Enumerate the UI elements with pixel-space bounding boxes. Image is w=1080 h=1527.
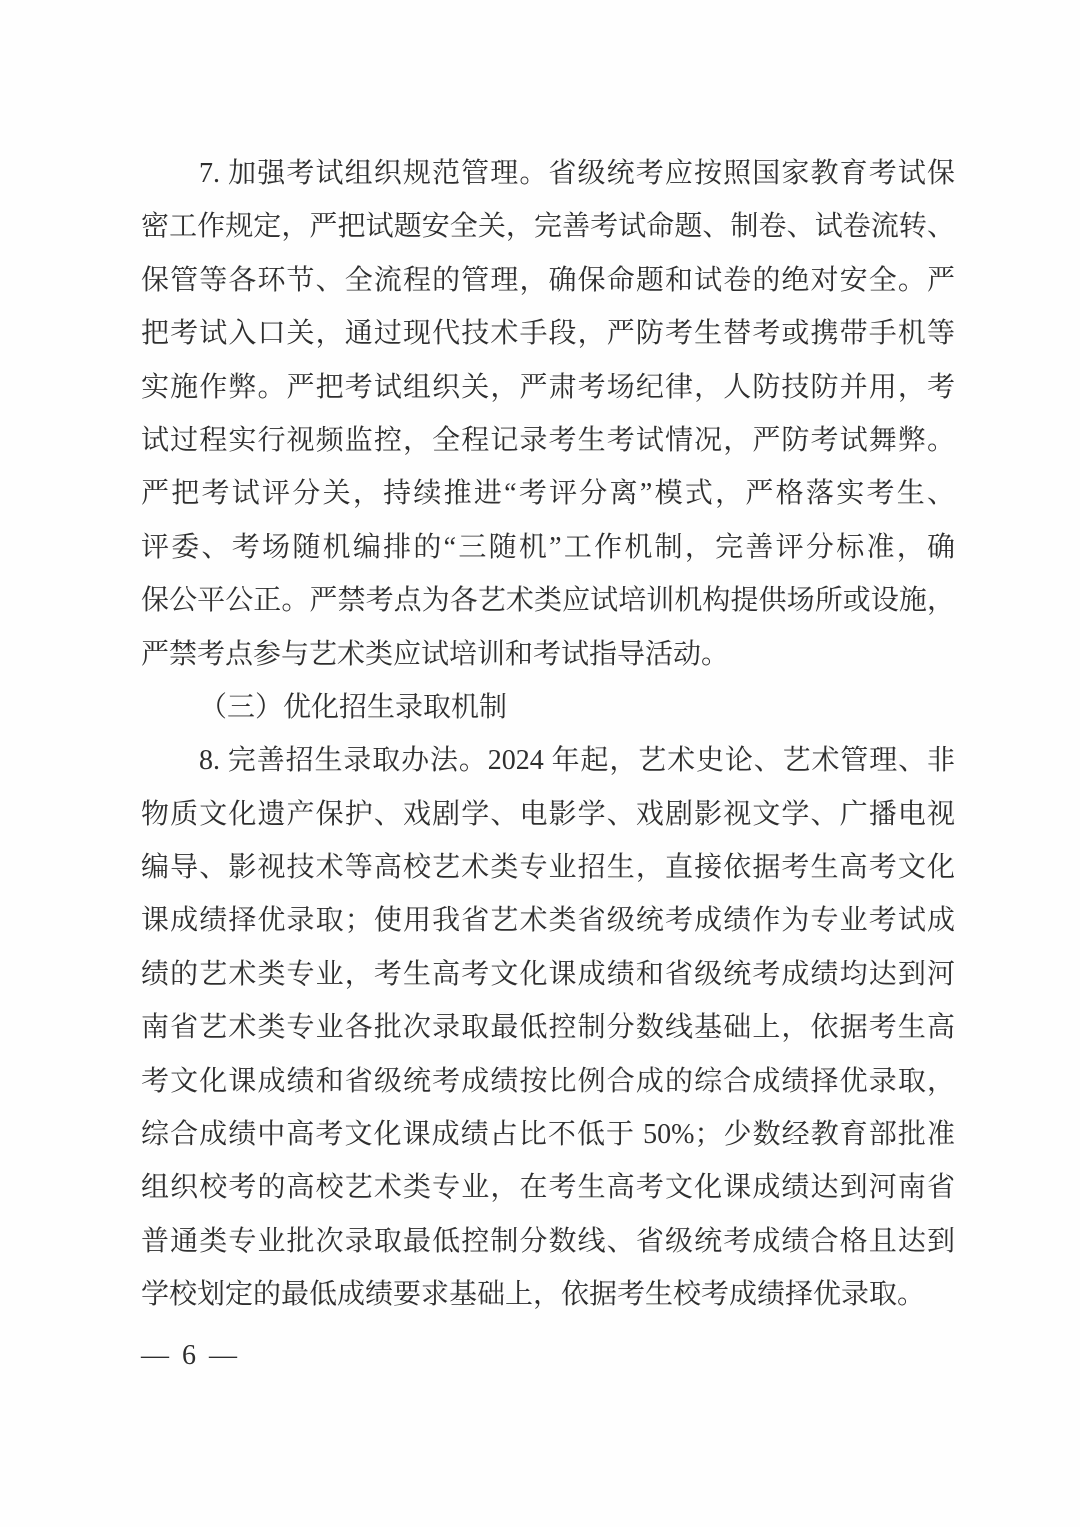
paragraph-7-line: 严禁考点参与艺术类应试培训和考试指导活动。: [141, 638, 730, 670]
page-number: — 6 —: [141, 1340, 240, 1371]
paragraph-7-line: 实施作弊。严把考试组织关，严肃考场纪律，人防技防并用，考: [141, 371, 955, 403]
paragraph-8-line: 物质文化遗产保护、戏剧学、电影学、戏剧影视文学、广播电视: [141, 798, 955, 830]
paragraph-8-line: 8. 完善招生录取办法。2024 年起，艺术史论、艺术管理、非: [199, 745, 955, 777]
paragraph-8-line: 学校划定的最低成绩要求基础上，依据考生校考成绩择优录取。: [141, 1279, 926, 1311]
section-heading: （三）优化招生录取机制: [199, 691, 508, 723]
paragraph-8-line: 南省艺术类专业各批次录取最低控制分数线基础上，依据考生高: [141, 1012, 955, 1044]
paragraph-8-line: 课成绩择优录取；使用我省艺术类省级统考成绩作为专业考试成: [141, 905, 955, 937]
paragraph-8-line: 组织校考的高校艺术类专业，在考生高考文化课成绩达到河南省: [141, 1172, 955, 1204]
paragraph-7-line: 把考试入口关，通过现代技术手段，严防考生替考或携带手机等: [141, 318, 955, 350]
paragraph-7-line: 严把考试评分关，持续推进“考评分离”模式，严格落实考生、: [141, 478, 955, 510]
paragraph-8-line: 考文化课成绩和省级统考成绩按比例合成的综合成绩择优录取，: [141, 1065, 955, 1097]
paragraph-8-line: 编导、影视技术等高校艺术类专业招生，直接依据考生高考文化: [141, 852, 955, 884]
paragraph-7-line: 保公平公正。严禁考点为各艺术类应试培训机构提供场所或设施，: [141, 585, 955, 617]
paragraph-8-line: 绩的艺术类专业，考生高考文化课成绩和省级统考成绩均达到河: [141, 958, 955, 990]
paragraph-8-line: 综合成绩中高考文化课成绩占比不低于 50%；少数经教育部批准: [141, 1119, 955, 1151]
paragraph-8-line: 普通类专业批次录取最低控制分数线、省级统考成绩合格且达到: [141, 1225, 955, 1257]
paragraph-7-line: 7. 加强考试组织规范管理。省级统考应按照国家教育考试保: [199, 158, 955, 189]
paragraph-7-line: 保管等各环节、全流程的管理，确保命题和试卷的绝对安全。严: [141, 264, 955, 296]
paragraph-7-line: 评委、考场随机编排的“三随机”工作机制，完善评分标准，确: [141, 531, 955, 563]
paragraph-7-line: 试过程实行视频监控，全程记录考生考试情况，严防考试舞弊。: [141, 424, 955, 456]
paragraph-7-line: 密工作规定，严把试题安全关，完善考试命题、制卷、试卷流转、: [141, 211, 955, 243]
document-text-block: [141, 147, 955, 1322]
